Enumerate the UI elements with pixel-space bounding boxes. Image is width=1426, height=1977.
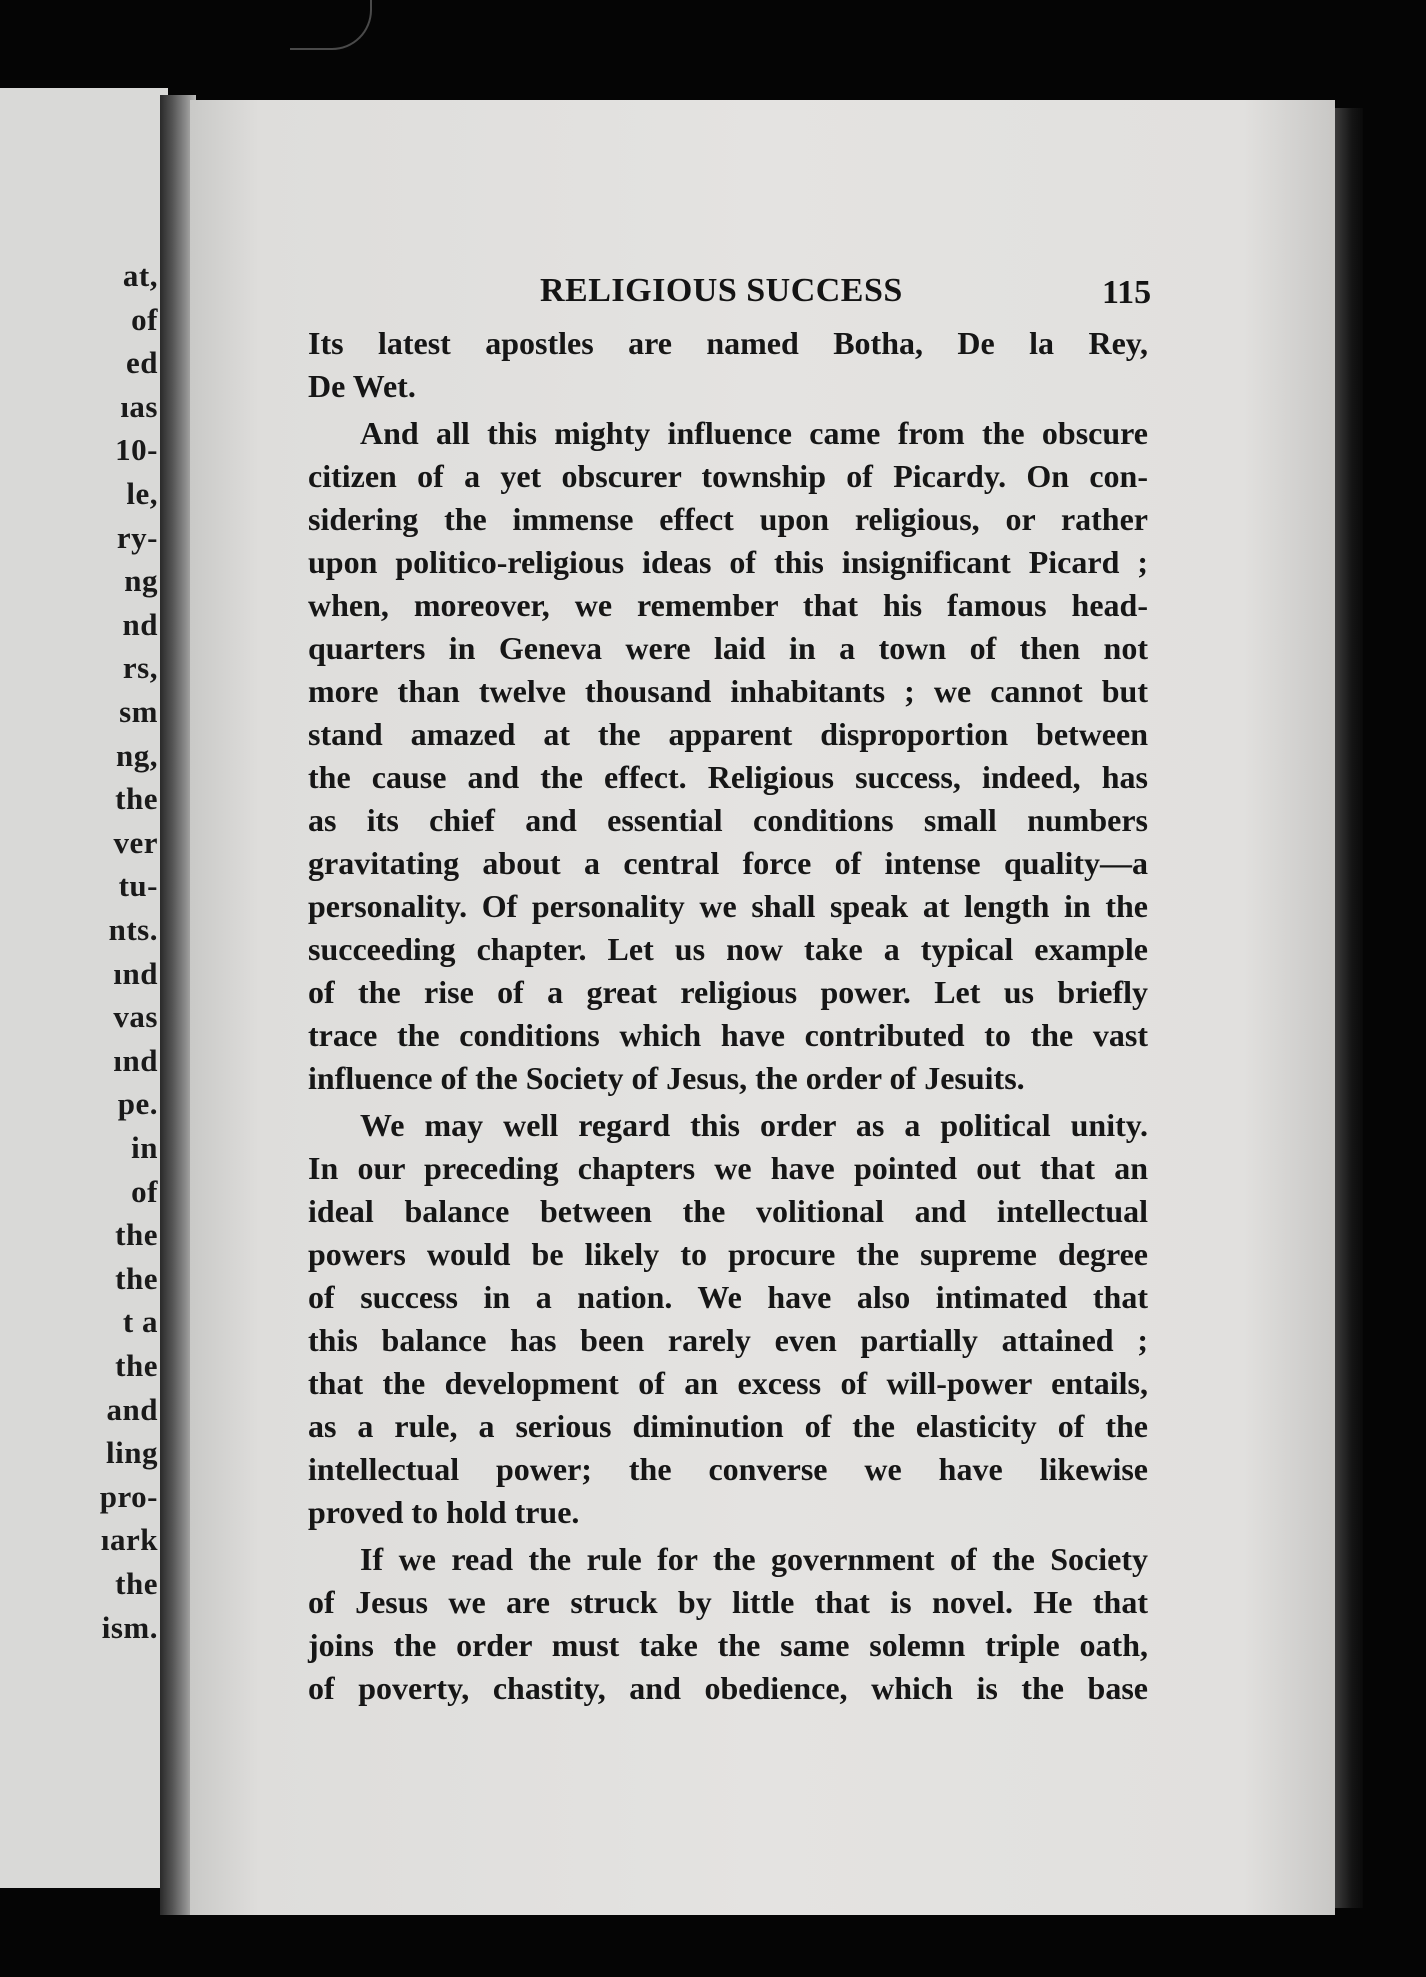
text-line: of success in a nation. We have also intimated that	[308, 1279, 1148, 1315]
text-line: citizen of a yet obscurer township of Picardy. On con-	[308, 458, 1148, 494]
left-page-line-fragment: ling	[106, 1435, 158, 1471]
page-edge	[1335, 108, 1363, 1908]
text-line: De Wet.	[308, 368, 416, 404]
text-line: gravitating about a central force of intense quality—a	[308, 845, 1148, 881]
left-page-line-fragment: and	[106, 1391, 158, 1427]
body-text	[308, 322, 1148, 1710]
left-page-line-fragment: ver	[113, 824, 158, 860]
text-line: If we read the rule for the government of the Society	[360, 1541, 1148, 1577]
left-page-line-fragment: sm	[119, 694, 158, 729]
left-page-line-fragment: ıas	[120, 388, 158, 424]
text-line: this balance has been rarely even partially attained ;	[308, 1322, 1148, 1358]
left-page-line-fragment: rs,	[122, 650, 158, 686]
left-page-line-fragment: nd	[122, 606, 158, 642]
left-page-line-fragment: 10-	[115, 432, 158, 468]
left-page-line-fragment: pe.	[117, 1086, 158, 1122]
text-line: more than twelve thousand inhabitants ; we cannot but	[308, 673, 1148, 709]
text-line: as a rule, a serious diminution of the elasticity of the	[308, 1408, 1148, 1444]
text-line: personality. Of personality we shall speak at length in the	[308, 888, 1148, 924]
left-page-line-fragment: the	[115, 781, 158, 817]
left-page-line-fragment: of	[131, 301, 158, 337]
text-line: stand amazed at the apparent disproportion between	[308, 716, 1148, 752]
left-page-line-fragment: ism.	[101, 1609, 158, 1645]
left-page-line-fragment: ry-	[116, 519, 158, 555]
text-line: In our preceding chapters we have pointed out that an	[308, 1150, 1148, 1186]
text-line: that the development of an excess of will-power entails,	[308, 1365, 1148, 1401]
text-line: powers would be likely to procure the supreme degree	[308, 1236, 1148, 1272]
left-page-line-fragment: nts.	[108, 912, 158, 947]
text-line: And all this mighty influence came from the obscure	[360, 415, 1148, 451]
left-page-line-fragment: in	[131, 1130, 158, 1165]
text-line: quarters in Geneva were laid in a town of then not	[308, 630, 1148, 666]
left-page-line-fragment: the	[115, 1348, 158, 1383]
left-page-line-fragment: the	[115, 1217, 158, 1253]
page-115	[190, 100, 1335, 1915]
left-page-line-fragment: le,	[126, 476, 158, 511]
page-number: 115	[1102, 274, 1152, 311]
text-line: joins the order must take the same solemn triple oath,	[308, 1627, 1148, 1663]
left-page-line-fragment: ed	[126, 345, 158, 381]
left-page-line-fragment: t a	[122, 1304, 158, 1340]
previous-page-fragment	[0, 88, 168, 1888]
text-line: sidering the immense effect upon religious, or rather	[308, 501, 1148, 537]
left-page-line-fragment: pro-	[99, 1478, 158, 1514]
left-page-line-fragment: the	[115, 1566, 158, 1601]
left-page-line-fragment: of	[131, 1173, 158, 1209]
running-head	[190, 272, 1335, 322]
text-line: upon politico-religious ideas of this insignificant Picard ;	[308, 544, 1148, 580]
text-line: proved to hold true.	[308, 1494, 580, 1530]
text-line: of the rise of a great religious power. Let us briefly	[308, 974, 1148, 1010]
running-head-title: RELIGIOUS SUCCESS	[540, 272, 903, 309]
left-page-line-fragment: vas	[113, 999, 158, 1035]
text-line: Its latest apostles are named Botha, De la Rey,	[308, 325, 1148, 361]
text-line: intellectual power; the converse we have likewise	[308, 1451, 1148, 1487]
text-line: succeeding chapter. Let us now take a typical example	[308, 931, 1148, 967]
text-line: when, moreover, we remember that his famous head-	[308, 587, 1148, 623]
left-page-line-fragment: ng,	[116, 737, 158, 773]
text-line: influence of the Society of Jesus, the order of Jesuits.	[308, 1060, 1025, 1096]
left-page-line-fragment: ng	[124, 563, 158, 599]
text-line: the cause and the effect. Religious success, indeed, has	[308, 759, 1148, 795]
scan-mark	[290, 0, 372, 50]
left-page-line-fragment: ıark	[100, 1522, 158, 1558]
text-line: We may well regard this order as a political unity.	[360, 1107, 1148, 1143]
text-line: trace the conditions which have contributed to the vast	[308, 1017, 1148, 1053]
left-page-line-fragment: at,	[122, 258, 158, 293]
text-line: of Jesus we are struck by little that is novel. He that	[308, 1584, 1148, 1620]
left-page-line-fragment: tu-	[118, 868, 158, 904]
text-line: as its chief and essential conditions small numbers	[308, 802, 1148, 838]
left-page-line-fragment: the	[115, 1260, 158, 1296]
left-page-line-fragment: ınd	[113, 955, 158, 991]
text-line: of poverty, chastity, and obedience, which is the base	[308, 1670, 1148, 1706]
left-page-line-fragment: ınd	[113, 1042, 158, 1078]
text-line: ideal balance between the volitional and intellectual	[308, 1193, 1148, 1229]
